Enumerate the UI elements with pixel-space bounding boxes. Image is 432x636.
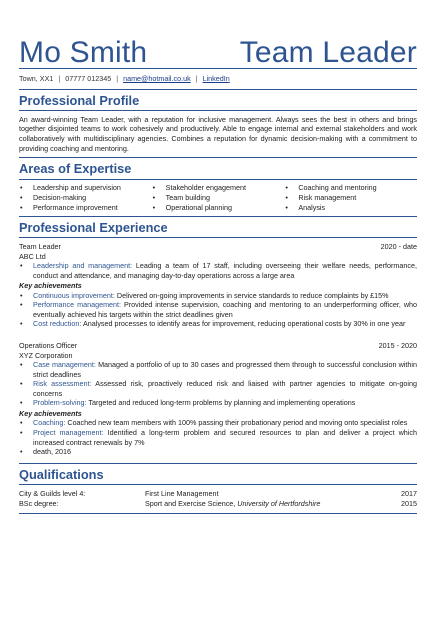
skill-item: • Decision-making (19, 193, 152, 203)
experience-section (19, 217, 417, 457)
qualification-subject: Sport and Exercise Science, (145, 498, 238, 508)
skill-item: • Coaching and mentoring (284, 183, 417, 193)
qualification-row (19, 489, 417, 499)
duty-item (19, 360, 417, 379)
contact-line (19, 69, 417, 89)
skill-item: • Stakeholder engagement (152, 183, 285, 193)
skill-item: • Analysis (284, 203, 417, 213)
achievement-item (19, 418, 417, 428)
qualification-label: City & Guilds level 4: (19, 489, 86, 499)
cv-header (19, 10, 417, 68)
achievement-item (19, 300, 417, 319)
candidate-name: Mo Smith (19, 36, 148, 69)
qualifications-heading: Qualifications (19, 466, 104, 482)
achievement-key: Continuous improvement: (33, 290, 115, 300)
contact-phone: 07777 012345 (65, 74, 112, 83)
skill-item: • Performance improvement (19, 203, 152, 213)
achievement-item (19, 319, 417, 329)
job-title: Team Leader (19, 242, 61, 252)
duty-text: Leading a team of 17 staff, including overseeing their welfare needs, performance, conduct and attendance, and managing day-to-day operations across a large area (33, 261, 417, 280)
job-title: Team Leader (239, 36, 417, 69)
qualification-desc (145, 499, 387, 509)
duty-item (19, 398, 417, 408)
key-achievements-label: Key achievements (19, 408, 82, 418)
duty-list (19, 360, 417, 408)
duty-key: Case management: (33, 360, 96, 370)
job-entry (19, 238, 417, 329)
duty-item (19, 261, 417, 280)
key-achievements-label: Key achievements (19, 281, 82, 291)
qualification-subject: First Line Management (145, 489, 219, 499)
company-name: XYZ Corporation (19, 350, 73, 360)
qualifications-section (19, 464, 417, 513)
achievement-key: Coaching: (33, 418, 66, 428)
contact-separator: | (116, 74, 119, 83)
achievement-item (19, 428, 417, 447)
qualification-label: BSc degree: (19, 498, 59, 508)
email-link[interactable]: name@hotmail.co.uk (123, 74, 191, 83)
skill-item: • Leadership and supervision (19, 183, 152, 193)
skill-item: • Team building (152, 193, 285, 203)
qualification-desc (145, 489, 387, 499)
qualification-year: 2015 (401, 498, 417, 508)
skills-column (284, 183, 417, 213)
achievement-text: Provided intense supervision, coaching and mentoring to an underperforming officer, who eventually achieved his targets within the strict deadlines given (33, 300, 418, 319)
experience-heading: Professional Experience (19, 219, 168, 235)
achievement-text: Analysed processes to identify areas for improvement, reducing operational costs by 30% in one year (81, 319, 406, 329)
contact-separator: | (58, 74, 61, 83)
job-dates: 2015 - 2020 (378, 341, 417, 351)
job-entry (19, 337, 417, 457)
job-header (19, 242, 417, 252)
achievement-text: Delivered on-going improvements in service standards to reduce complaints by £15% (114, 290, 389, 300)
duty-item (19, 379, 417, 398)
achievement-text: death, 2016 (33, 447, 71, 457)
duty-text: Managed a portfolio of up to 30 cases and progressed them through to successful conclusion within strict deadlines (33, 360, 418, 379)
skills-grid (19, 180, 417, 216)
achievement-item (19, 447, 417, 457)
achievement-list (19, 291, 417, 329)
qualification-year: 2017 (401, 489, 417, 499)
linkedin-link[interactable]: LinkedIn (202, 74, 230, 83)
skill-item: • Operational planning (152, 203, 285, 213)
duty-text: Assessed risk, proactively reduced risk and liaised with partner agencies to mitigate on-going concerns (33, 379, 417, 398)
footer-divider (19, 513, 417, 514)
achievement-item (19, 291, 417, 301)
duty-key: Problem-solving: (33, 398, 87, 408)
duty-key: Risk assessment: (33, 379, 92, 389)
achievement-text: Coached new team members with 100% passing their probationary period and moving onto specialist roles (65, 418, 408, 428)
profile-section (19, 90, 417, 158)
duty-key: Leadership and management: (33, 261, 133, 271)
achievement-key: Performance management: (33, 300, 122, 310)
achievement-list (19, 418, 417, 456)
job-title: Operations Officer (19, 341, 78, 351)
achievement-key: Project management: (33, 428, 104, 438)
company-name: ABC Ltd (19, 251, 46, 261)
skills-column (19, 183, 152, 213)
expertise-heading: Areas of Expertise (19, 161, 132, 177)
job-dates: 2020 - date (380, 242, 417, 252)
achievement-key: Cost reduction: (33, 319, 82, 329)
achievement-text: Identified a long-term problem and secured resources to plan and deliver a project which increased contract renewals by 7% (33, 428, 417, 447)
qualification-institution: University of Hertfordshire (237, 498, 321, 508)
qualifications-list (19, 485, 417, 512)
contact-separator: | (195, 74, 198, 83)
skill-item: • Risk management (284, 193, 417, 203)
expertise-section (19, 158, 417, 216)
duty-text: Targeted and reduced long-term problems by planning and implementing operations (86, 398, 356, 408)
job-header (19, 341, 417, 351)
skills-column (152, 183, 285, 213)
profile-text: An award-winning Team Leader, with a reputation for inclusive management. Always sees the best in others and brings together disjointed teams to work cohesively and productively. Able to engage internal and external stakeholders and work collaboratively with multidisciplinary agencies. Combines a reputation for dynamic decision-making with a commitment to providing coaching and mentoring. (19, 114, 417, 153)
contact-location: Town, XX1 (19, 74, 54, 83)
profile-heading: Professional Profile (19, 92, 140, 108)
duty-list (19, 261, 417, 280)
qualification-row (19, 499, 417, 509)
